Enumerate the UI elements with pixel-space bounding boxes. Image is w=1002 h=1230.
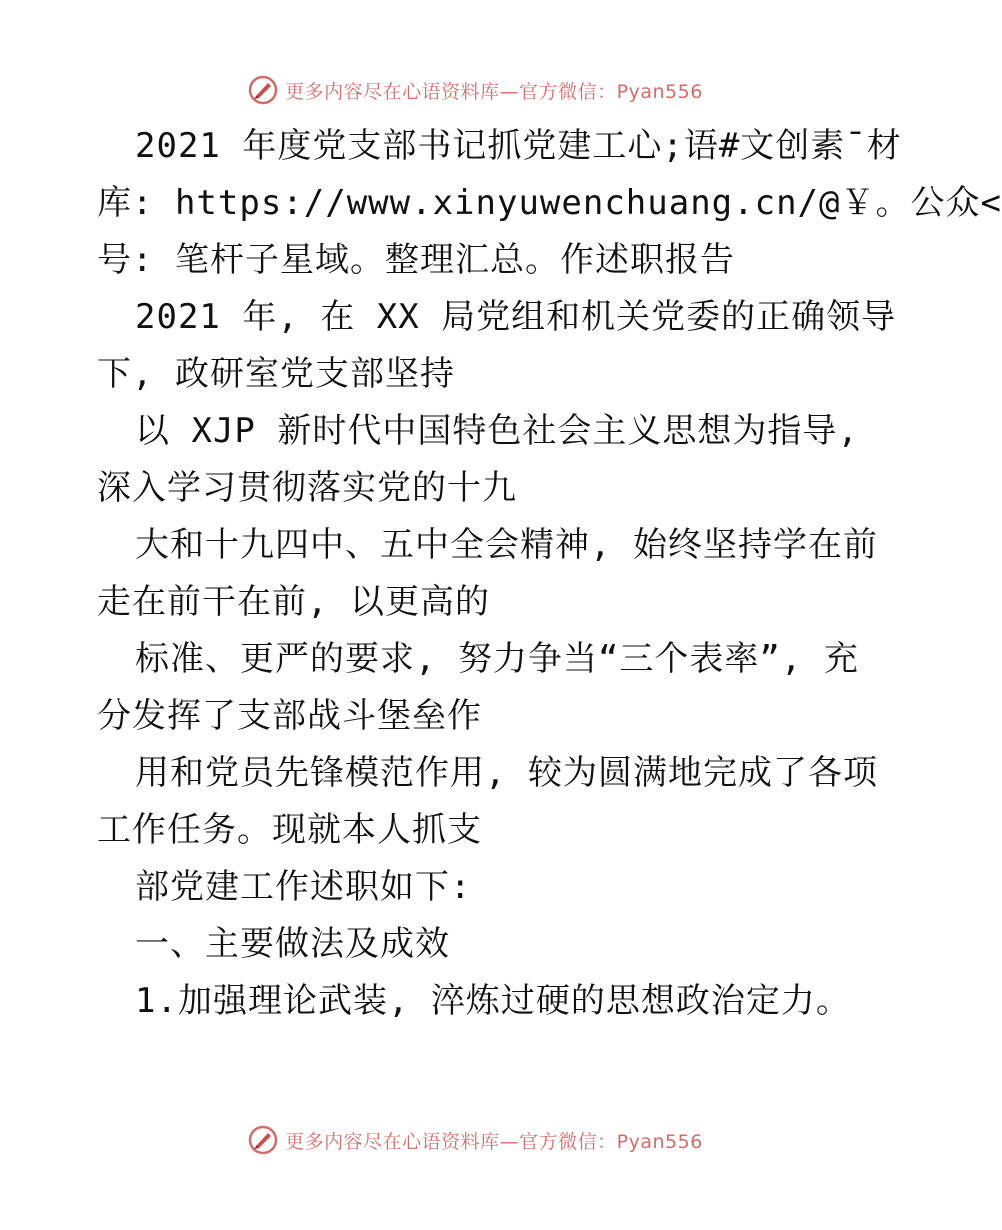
document-body bbox=[97, 118, 1002, 1030]
watermark-header bbox=[0, 70, 950, 110]
paragraph-intro bbox=[97, 289, 897, 403]
subsection-heading bbox=[97, 973, 857, 1030]
text-line: 以 XJP 新时代中国特色社会主义思想为指导, bbox=[135, 411, 859, 451]
watermark-footer bbox=[0, 1120, 950, 1160]
paragraph-standard bbox=[97, 631, 857, 745]
text-line: 标准、更严的要求, 努力争当“三个表率”, 充 bbox=[135, 639, 859, 679]
watermark-text: 更多内容尽在心语资料库—官方微信：Pyan556 bbox=[285, 80, 703, 103]
brush-circle-logo-icon bbox=[247, 1124, 279, 1156]
text-line: 一、主要做法及成效 bbox=[135, 924, 450, 964]
watermark-text: 更多内容尽在心语资料库—官方微信：Pyan556 bbox=[285, 1130, 703, 1153]
text-line: 1.加强理论武装, 淬炼过硬的思想政治定力。 bbox=[135, 981, 851, 1021]
text-line: 工作任务。现就本人抓支 bbox=[97, 810, 482, 850]
text-line: 2021 年度党支部书记抓党建工心;语#文创素¯材 bbox=[135, 126, 902, 166]
text-line: 部党建工作述职如下: bbox=[135, 867, 472, 907]
text-line: 库: https://www.xinyuwenchuang.cn/@￥。公众< bbox=[97, 183, 1002, 223]
paragraph-spirit bbox=[97, 517, 878, 631]
text-line: 下, 政研室党支部坚持 bbox=[97, 354, 455, 394]
text-line: 分发挥了支部战斗堡垒作 bbox=[97, 696, 482, 736]
paragraph-role bbox=[97, 745, 878, 859]
paragraph-title bbox=[97, 118, 1002, 289]
text-line: 大和十九四中、五中全会精神, 始终坚持学在前 bbox=[135, 525, 878, 565]
section-heading bbox=[97, 916, 857, 973]
paragraph-guidance bbox=[97, 403, 857, 517]
text-line: 号: 笔杆子星域。整理汇总。作述职报告 bbox=[97, 240, 735, 280]
text-line: 深入学习贯彻落实党的十九 bbox=[97, 468, 517, 508]
text-line: 2021 年, 在 XX 局党组和机关党委的正确领导 bbox=[135, 297, 897, 337]
text-line: 走在前干在前, 以更高的 bbox=[97, 582, 490, 622]
text-line: 用和党员先锋模范作用, 较为圆满地完成了各项 bbox=[135, 753, 878, 793]
brush-circle-logo-icon bbox=[247, 74, 279, 106]
paragraph-report-intro bbox=[97, 859, 857, 916]
